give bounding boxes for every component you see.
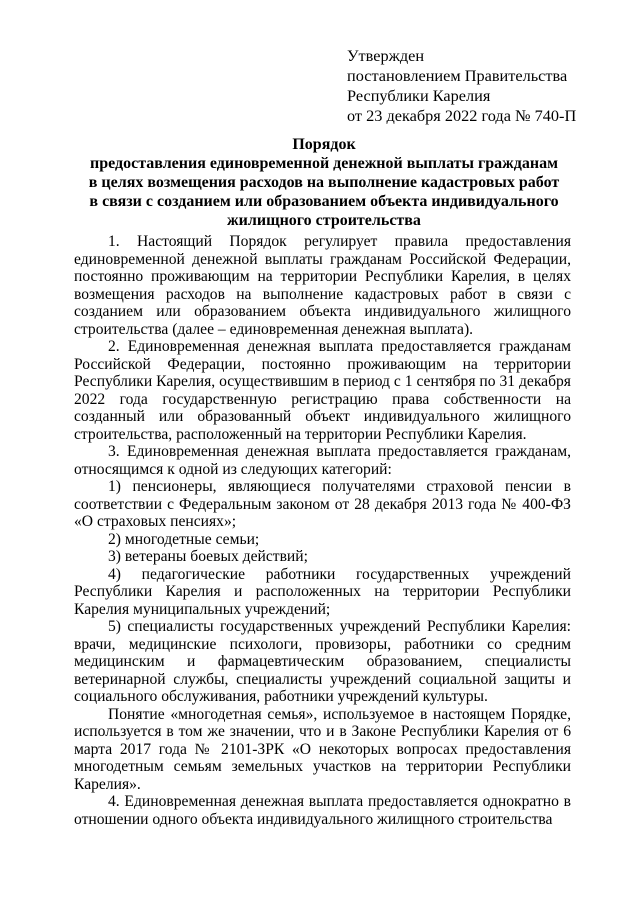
document-body [74,233,571,828]
approval-line: от 23 декабря 2022 года № 740-П [347,106,577,125]
title-line: в целях возмещения расходов на выполнение кадастровых работ [88,174,560,191]
paragraph: Понятие «многодетная семья», используемое в настоящем Порядке, используется в том же значении, что и в Законе Республики Карелия от 6 марта 2017 года № 2101-ЗРК «О некоторых вопросах предоставления многодетным семьям земельных участков на территории Республики Карелия». [74,705,571,793]
list-item: 5) специалисты государственных учреждений Республики Карелия: врачи, медицинские психологи, провизоры, работники со средним медицинским и фармацевтическим образованием, специалисты ветеринарной службы, специалисты учреждений социальной защиты и социального обслуживания, работники учреждений культуры. [74,618,571,705]
document-title [74,135,574,230]
approval-line: Республики Карелия [347,86,491,105]
list-item: 3) ветераны боевых действий; [108,548,308,565]
list-item: 4) педагогические работники государственных учреждений Республики Карелия и расположенных на территории Республики Карелия муниципальных учреждений; [74,565,571,618]
list-item: 2) многодетные семьи; [108,530,260,548]
title-line: предоставления единовременной денежной выплаты гражданам [90,155,558,172]
paragraph: 2. Единовременная денежная выплата предоставляется гражданам Российской Федерации, постоянно проживающим на территории Республики Карелия, осуществившим в период с 1 сентября по 31 декабря 2022 года государственную регистрацию права собственности на созданный или образованный объект индивидуального жилищного строительства, расположенный на территории Республики Карелия. [74,338,571,443]
approval-stamp [347,46,576,126]
approval-line: постановлением Правительства [347,66,568,85]
paragraph: 3. Единовременная денежная выплата предоставляется гражданам, относящимся к одной из следующих категорий: [74,443,571,478]
approval-line: Утвержден [347,46,425,65]
paragraph: 4. Единовременная денежная выплата предоставляется однократно в отношении одного объекта индивидуального жилищного строительства [74,793,571,828]
list-item: 1) пенсионеры, являющиеся получателями страховой пенсии в соответствии с Федеральным законом от 28 декабря 2013 года № 400-ФЗ «О страховых пенсиях»; [74,478,571,530]
title-line: жилищного строительства [227,212,421,229]
paragraph: 1. Настоящий Порядок регулирует правила предоставления единовременной денежной выплаты гражданам Российской Федерации, постоянно проживающим на территории Республики Карелия, в целях возмещения расходов на выполнение кадастровых работ в связи с созданием или образованием объекта индивидуального жилищного строительства (далее – единовременная денежная выплата). [74,233,571,338]
title-line: Порядок [292,136,356,153]
title-line: в связи с созданием или образованием объекта индивидуального [89,193,559,210]
